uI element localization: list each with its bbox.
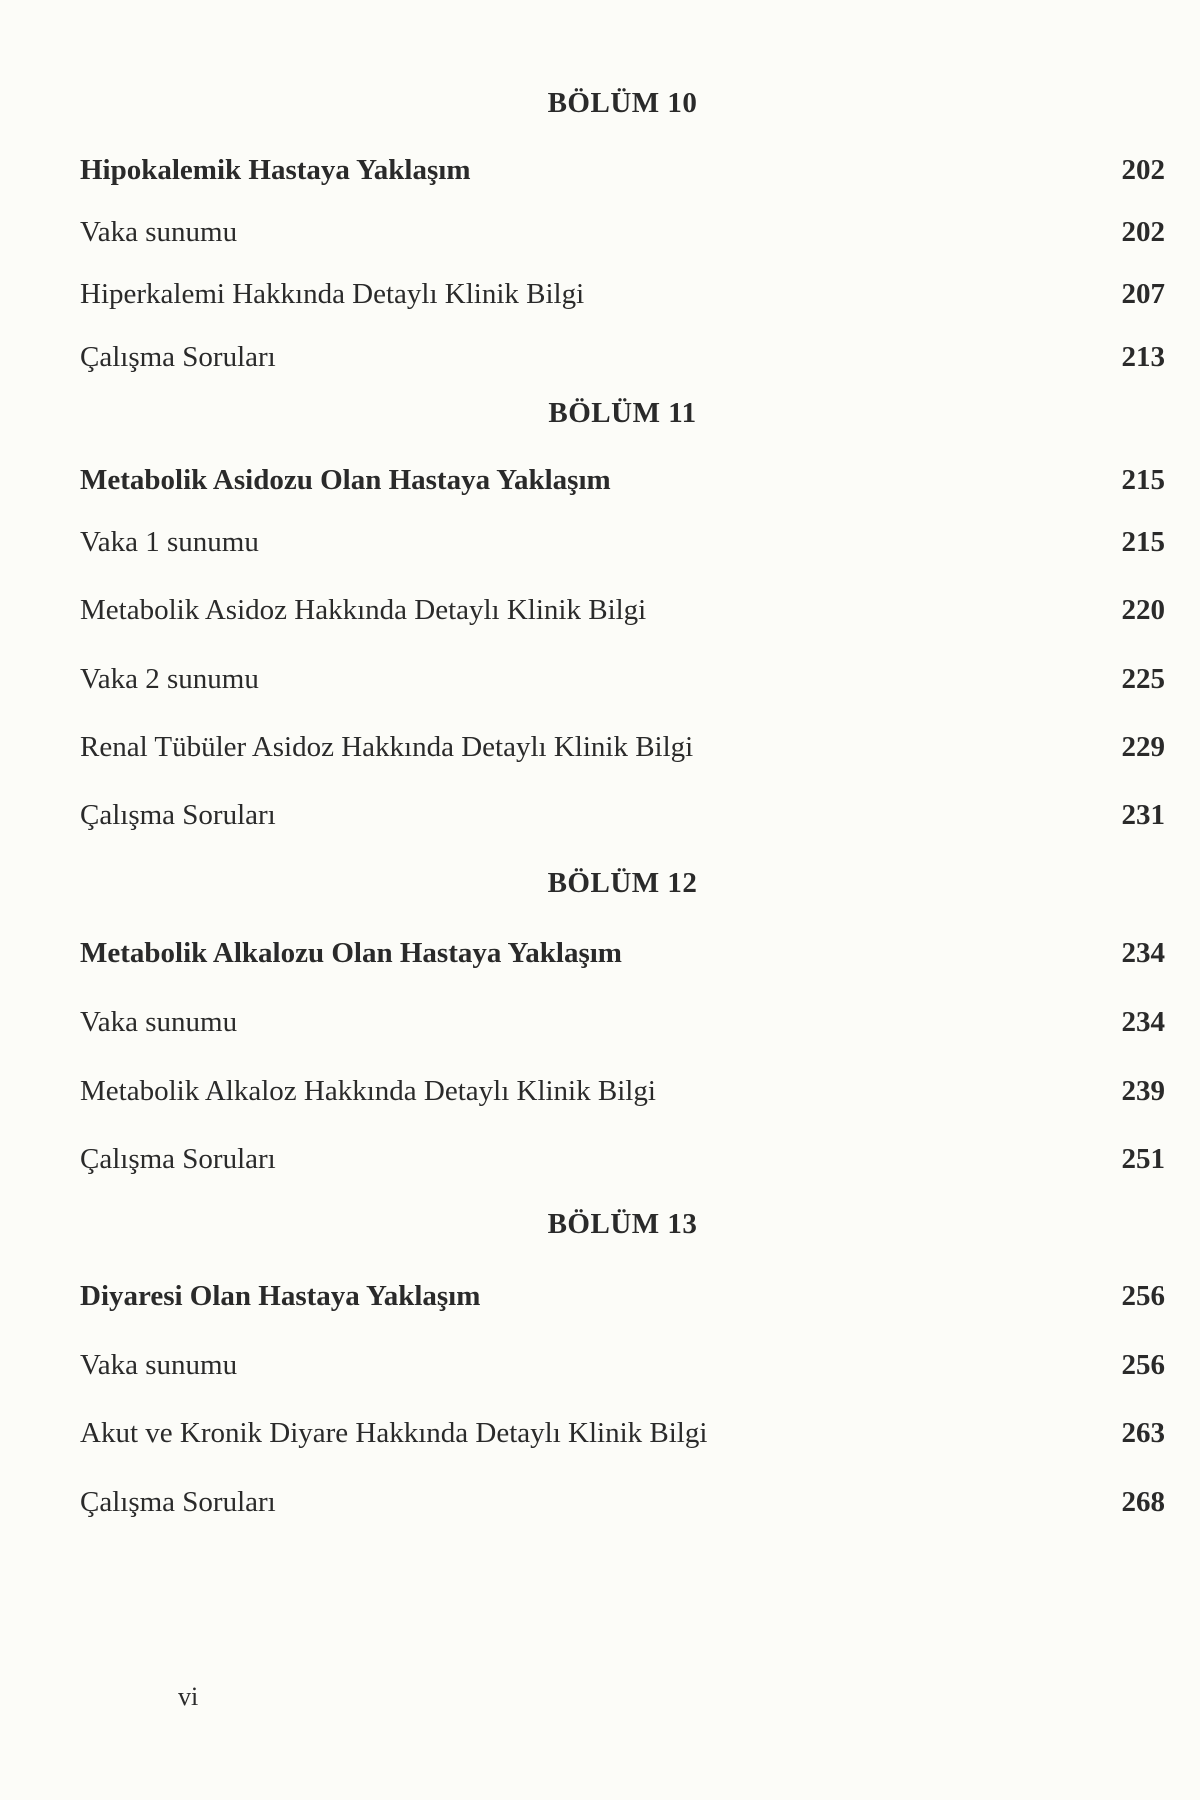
toc-entry-title: Metabolik Asidoz Hakkında Detaylı Klinik Bilgi bbox=[80, 594, 647, 626]
toc-entry-title: Vaka sunumu bbox=[80, 216, 238, 248]
toc-entry-title: Diyaresi Olan Hastaya Yaklaşım bbox=[80, 1280, 481, 1312]
toc-entry bbox=[80, 590, 1165, 630]
toc-entry-title: Çalışma Soruları bbox=[80, 1486, 276, 1518]
toc-entry bbox=[80, 933, 1165, 973]
toc-entry-title: Vaka 1 sunumu bbox=[80, 526, 259, 558]
toc-entry bbox=[80, 212, 1165, 252]
toc-entry-page: 220 bbox=[1121, 594, 1165, 626]
chapter-heading-13: BÖLÜM 13 bbox=[547, 1208, 698, 1240]
toc-entry bbox=[80, 150, 1165, 190]
toc-entry bbox=[80, 1139, 1165, 1179]
toc-entry-page: 207 bbox=[1121, 278, 1165, 310]
toc-entry-title: Çalışma Soruları bbox=[80, 341, 276, 373]
toc-entry-title: Renal Tübüler Asidoz Hakkında Detaylı Klinik Bilgi bbox=[80, 731, 694, 763]
toc-entry bbox=[80, 1276, 1165, 1316]
toc-entry-title: Akut ve Kronik Diyare Hakkında Detaylı Klinik Bilgi bbox=[80, 1417, 708, 1449]
page-number: vi bbox=[178, 1682, 199, 1711]
toc-entry bbox=[80, 1002, 1165, 1042]
toc-entry bbox=[80, 1345, 1165, 1385]
toc-entry-page: 202 bbox=[1121, 154, 1165, 186]
toc-entry bbox=[80, 1482, 1165, 1522]
toc-entry-page: 268 bbox=[1121, 1486, 1165, 1518]
toc-entry-page: 239 bbox=[1121, 1075, 1165, 1107]
chapter-heading-11: BÖLÜM 11 bbox=[548, 397, 697, 429]
toc-entry-title: Metabolik Asidozu Olan Hastaya Yaklaşım bbox=[80, 464, 611, 496]
toc-entry-page: 234 bbox=[1121, 1006, 1165, 1038]
toc-entry-page: 256 bbox=[1121, 1349, 1165, 1381]
toc-entry-title: Hiperkalemi Hakkında Detaylı Klinik Bilgi bbox=[80, 278, 585, 310]
chapter-heading-12: BÖLÜM 12 bbox=[547, 867, 698, 899]
toc-entry bbox=[80, 522, 1165, 562]
toc-entry-page: 263 bbox=[1121, 1417, 1165, 1449]
toc-entry bbox=[80, 795, 1165, 835]
toc-entry-page: 229 bbox=[1121, 731, 1165, 763]
toc-entry-page: 251 bbox=[1121, 1143, 1165, 1175]
toc-entry-page: 202 bbox=[1121, 216, 1165, 248]
toc-entry-title: Vaka sunumu bbox=[80, 1006, 238, 1038]
toc-entry-page: 256 bbox=[1121, 1280, 1165, 1312]
toc-entry-page: 231 bbox=[1121, 799, 1165, 831]
toc-entry bbox=[80, 1071, 1165, 1111]
toc-entry-title: Vaka 2 sunumu bbox=[80, 663, 259, 695]
toc-entry-page: 234 bbox=[1121, 937, 1165, 969]
toc-entry bbox=[80, 274, 1165, 314]
toc-entry bbox=[80, 1413, 1165, 1453]
toc-entry-page: 215 bbox=[1121, 526, 1165, 558]
chapter-heading-10: BÖLÜM 10 bbox=[547, 87, 698, 119]
toc-entry-title: Çalışma Soruları bbox=[80, 1143, 276, 1175]
toc-entry bbox=[80, 460, 1165, 500]
toc-entry-title: Hipokalemik Hastaya Yaklaşım bbox=[80, 154, 471, 186]
toc-entry-page: 225 bbox=[1121, 663, 1165, 695]
toc-entry-page: 213 bbox=[1121, 341, 1165, 373]
toc-entry-title: Vaka sunumu bbox=[80, 1349, 238, 1381]
toc-entry-title: Metabolik Alkaloz Hakkında Detaylı Klinik Bilgi bbox=[80, 1075, 656, 1107]
toc-entry bbox=[80, 659, 1165, 699]
toc-entry bbox=[80, 337, 1165, 377]
toc-entry bbox=[80, 727, 1165, 767]
toc-entry-title: Çalışma Soruları bbox=[80, 799, 276, 831]
toc-entry-page: 215 bbox=[1121, 464, 1165, 496]
toc-entry-title: Metabolik Alkalozu Olan Hastaya Yaklaşım bbox=[80, 937, 622, 969]
